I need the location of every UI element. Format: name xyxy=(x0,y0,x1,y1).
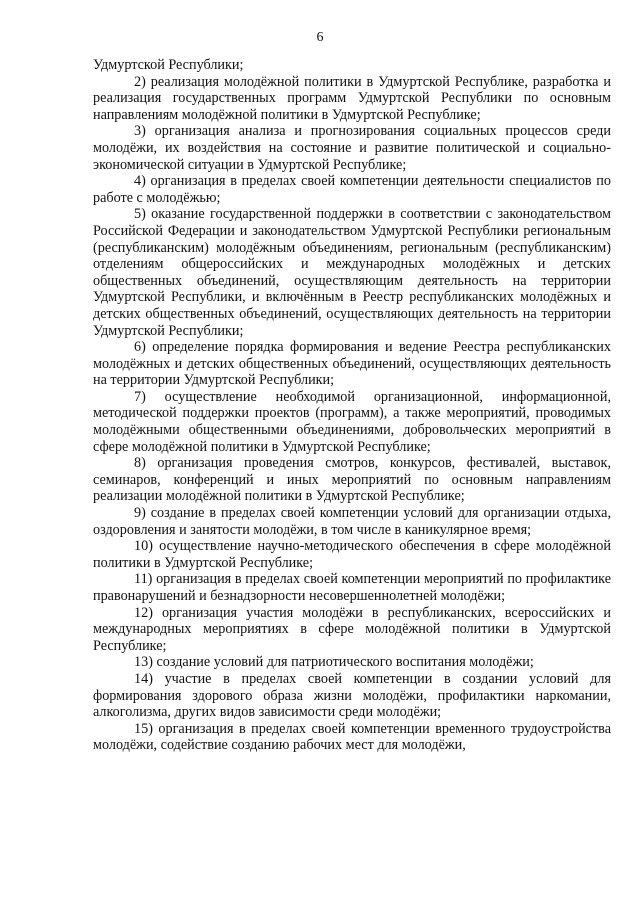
page-number: 6 xyxy=(316,30,324,45)
list-item-9: 9) создание в пределах своей компетенции условий для организации отдыха, оздоровления и занятости молодёжи, в том числе в каникулярное время; xyxy=(93,505,611,538)
paragraph-continuation: Удмуртской Республики; xyxy=(93,57,244,73)
list-item-5: 5) оказание государственной поддержки в соответствии с законодательством Российской Федерации и законодательством Удмуртской Республики региональным (республиканским) молодёжным объединениям, региональным (республиканским) отделениям общероссийских и международных молодёжных и детских общественных объединений, осуществляющим деятельность на территории Удмуртской Республики, и включённым в Реестр республиканских молодёжных и детских общественных объединений, осуществляющих деятельность на территории Удмуртской Республики; xyxy=(93,206,611,339)
list-item-3: 3) организация анализа и прогнозирования социальных процессов среди молодёжи, их воздействия на состояние и развитие политической и социально-экономической ситуации в Удмуртской Республике; xyxy=(93,123,611,173)
list-item-7: 7) осуществление необходимой организационной, информационной, методической поддержки проектов (программ), а также мероприятий, проводимых молодёжными общественными объединениями, добровольческих мероприятий в сфере молодёжной политики в Удмуртской Республике; xyxy=(93,388,611,455)
list-item-13: 13) создание условий для патриотического воспитания молодёжи; xyxy=(134,654,534,671)
list-item-8: 8) организация проведения смотров, конкурсов, фестивалей, выставок, семинаров, конференций и иных мероприятий по основным направлениям реализации молодёжной политики в Удмуртской Республике; xyxy=(93,455,611,505)
list-item-15: 15) организация в пределах своей компетенции временного трудоустройства молодёжи, содействие созданию рабочих мест для молодёжи, xyxy=(93,720,611,754)
list-item-11: 11) организация в пределах своей компетенции мероприятий по профилактике правонарушений и безнадзорности несовершеннолетней молодёжи; xyxy=(93,571,611,604)
list-item-2: 2) реализация молодёжной политики в Удмуртской Республике, разработка и реализация государственных программ Удмуртской Республики по основным направлениям молодёжной политики в Удмуртской Республике; xyxy=(93,73,611,123)
list-item-10: 10) осуществление научно-методического обеспечения в сфере молодёжной политики в Удмуртской Республике; xyxy=(93,538,611,571)
list-item-4: 4) организация в пределах своей компетенции деятельности специалистов по работе с молодёжью; xyxy=(93,173,611,206)
list-item-14: 14) участие в пределах своей компетенции в создании условий для формирования здорового образа жизни молодёжи, профилактики наркомании, алкоголизма, других видов зависимости среди молодёжи; xyxy=(93,670,611,721)
list-item-12: 12) организация участия молодёжи в республиканских, всероссийских и международных мероприятиях в сфере молодёжной политики в Удмуртской Республике; xyxy=(93,604,611,654)
document-body xyxy=(93,57,611,754)
list-item-6: 6) определение порядка формирования и ведение Реестра республиканских молодёжных и детских общественных объединений, осуществляющих деятельность на территории Удмуртской Республики; xyxy=(93,339,611,389)
